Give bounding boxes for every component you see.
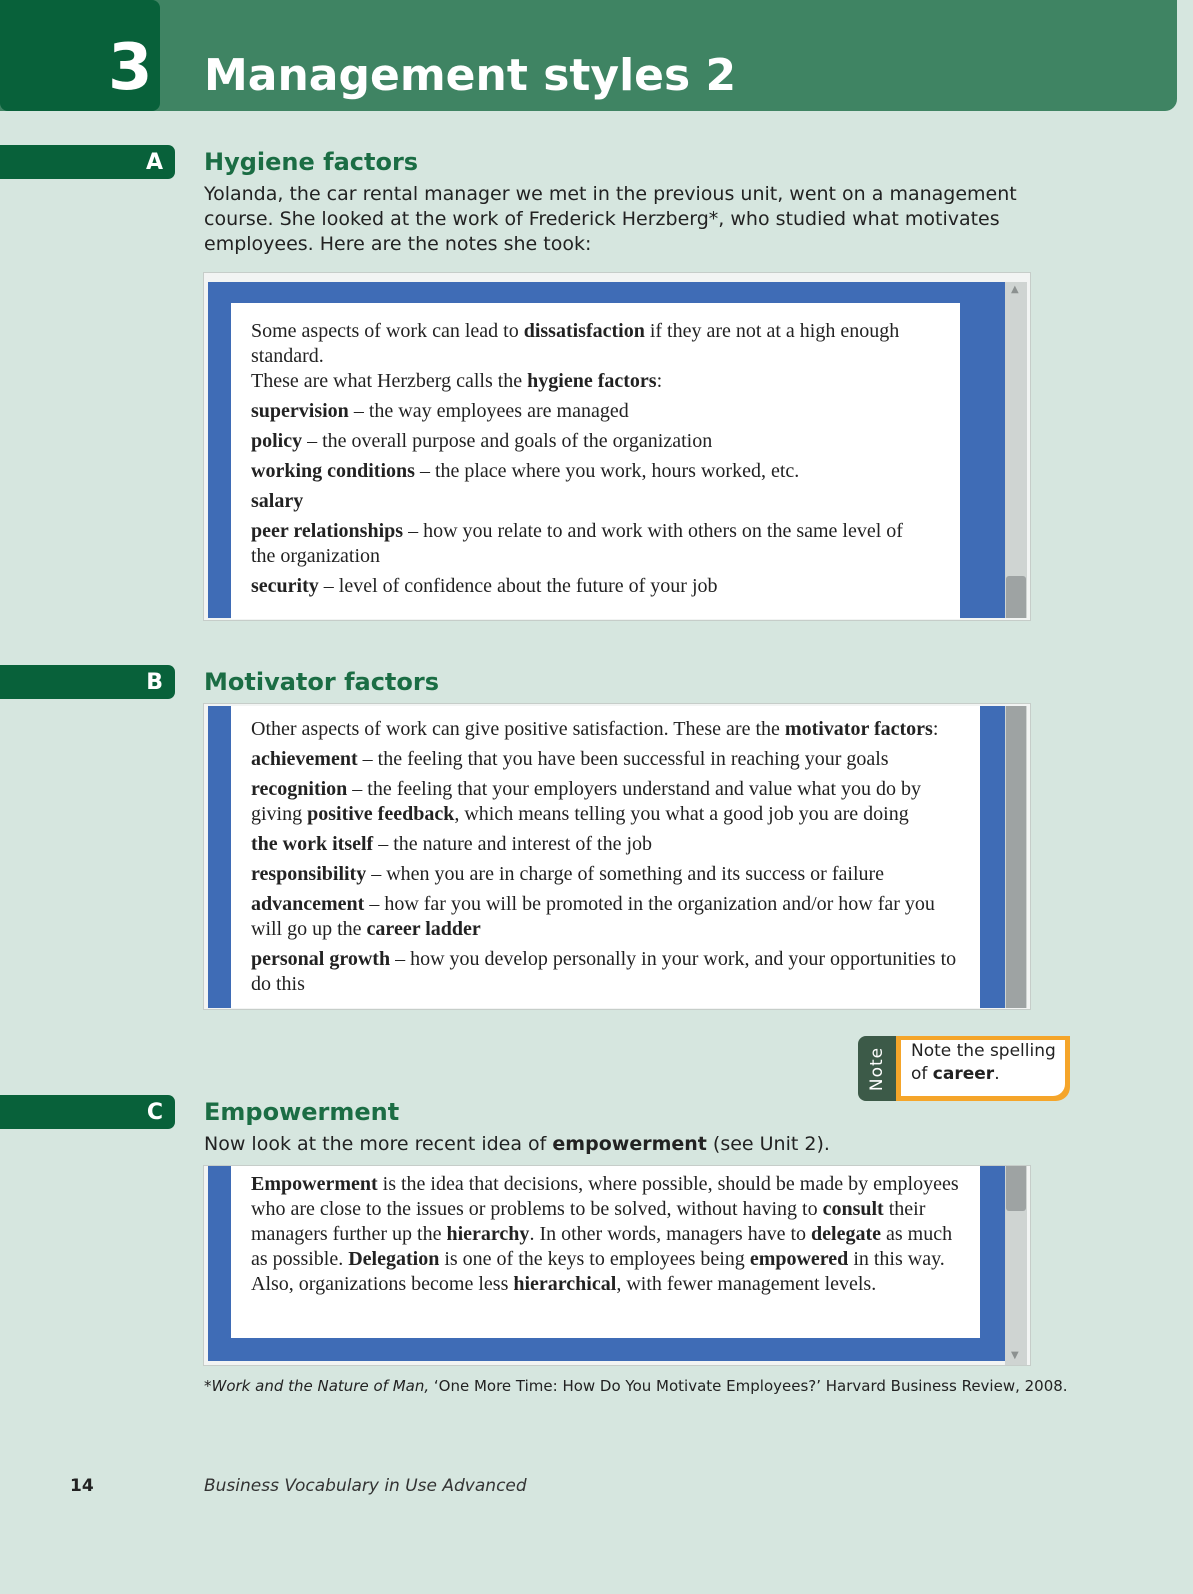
hygiene-intro-2: These are what Herzberg calls the hygiene factors: bbox=[251, 370, 663, 392]
section-c-tab bbox=[0, 1095, 175, 1129]
hygiene-scroll-thumb[interactable] bbox=[1006, 576, 1026, 618]
hygiene-item: security – level of confidence about the future of your job bbox=[251, 575, 718, 597]
note-box bbox=[858, 1036, 1070, 1101]
motivator-scrollbar[interactable] bbox=[1005, 706, 1027, 1008]
section-c-title: Empowerment bbox=[204, 1098, 400, 1126]
note-content bbox=[901, 1040, 1065, 1096]
motivator-item: achievement – the feeling that you have been successful in reaching your goals bbox=[251, 748, 889, 770]
motivator-item: recognition – the feeling that your employers understand and value what you do by giving positive feedback, which means telling you what a good job you are doing bbox=[251, 778, 922, 825]
section-c-intro: Now look at the more recent idea of empowerment (see Unit 2). bbox=[204, 1133, 830, 1155]
section-b-letter: B bbox=[146, 670, 163, 695]
unit-number-box bbox=[0, 0, 160, 111]
empowerment-notes-window bbox=[203, 1165, 1031, 1366]
section-b-title: Motivator factors bbox=[204, 668, 440, 696]
empowerment-scrollbar[interactable] bbox=[1005, 1166, 1027, 1365]
hygiene-scrollbar[interactable] bbox=[1005, 282, 1027, 618]
note-text: Note the spelling of career. bbox=[911, 1041, 1056, 1084]
scroll-up-icon[interactable]: ▲ bbox=[1011, 284, 1019, 295]
motivator-notes-window bbox=[203, 703, 1031, 1010]
page-title: Management styles 2 bbox=[204, 50, 737, 101]
footnote: *Work and the Nature of Man, ‘One More Time: How Do You Motivate Employees?’ Harvard Business Review, 2008. bbox=[204, 1377, 1068, 1395]
section-b-tab bbox=[0, 665, 175, 699]
section-a-title: Hygiene factors bbox=[204, 148, 419, 176]
scroll-down-icon[interactable]: ▼ bbox=[1011, 1350, 1019, 1361]
empowerment-scroll-thumb[interactable] bbox=[1006, 1166, 1026, 1211]
motivator-notes-page bbox=[231, 706, 980, 1008]
page-number: 14 bbox=[70, 1476, 94, 1496]
hygiene-notes-window bbox=[203, 272, 1031, 621]
section-a-intro: Yolanda, the car rental manager we met in the previous unit, went on a management course. She looked at the work of Frederick Herzberg*, who studied what motivates employees. Here are the notes she took: bbox=[204, 183, 1017, 255]
motivator-item: personal growth – how you develop personally in your work, and your opportunities to do this bbox=[251, 948, 957, 995]
motivator-scroll-thumb[interactable] bbox=[1006, 706, 1026, 1008]
hygiene-item: policy – the overall purpose and goals of the organization bbox=[251, 430, 713, 452]
empowerment-notes-page bbox=[231, 1166, 980, 1338]
section-a-tab bbox=[0, 145, 175, 179]
hygiene-item: working conditions – the place where you work, hours worked, etc. bbox=[251, 460, 800, 482]
note-tab-label: Note bbox=[867, 1046, 887, 1091]
note-frame bbox=[896, 1036, 1070, 1101]
hygiene-item: salary bbox=[251, 490, 304, 512]
empowerment-text: Empowerment is the idea that decisions, where possible, should be made by employees who are close to the issues or problems to be solved, without having to consult their managers further up the hierarchy. In other words, managers have to delegate as much as possible. Delegation is one of the keys to employees being empowered in this way. Also, organizations become less hierarchical, with fewer management levels. bbox=[251, 1173, 959, 1295]
section-a-letter: A bbox=[145, 150, 163, 175]
section-c-letter: C bbox=[146, 1100, 163, 1125]
hygiene-item: peer relationships – how you relate to and work with others on the same level of the organization bbox=[251, 520, 903, 567]
hygiene-notes-page bbox=[231, 303, 960, 619]
motivator-item: the work itself – the nature and interest of the job bbox=[251, 833, 653, 855]
motivator-intro: Other aspects of work can give positive satisfaction. These are the motivator factors: bbox=[251, 718, 939, 740]
motivator-item: advancement – how far you will be promoted in the organization and/or how far you will go up the career ladder bbox=[251, 893, 935, 940]
motivator-item: responsibility – when you are in charge of something and its success or failure bbox=[251, 863, 885, 885]
hygiene-intro-1: Some aspects of work can lead to dissatisfaction if they are not at a high enough standard. bbox=[251, 320, 900, 367]
hygiene-item: supervision – the way employees are managed bbox=[251, 400, 629, 422]
unit-number: 3 bbox=[108, 31, 153, 105]
note-tab bbox=[858, 1036, 896, 1101]
book-title: Business Vocabulary in Use Advanced bbox=[204, 1476, 527, 1496]
